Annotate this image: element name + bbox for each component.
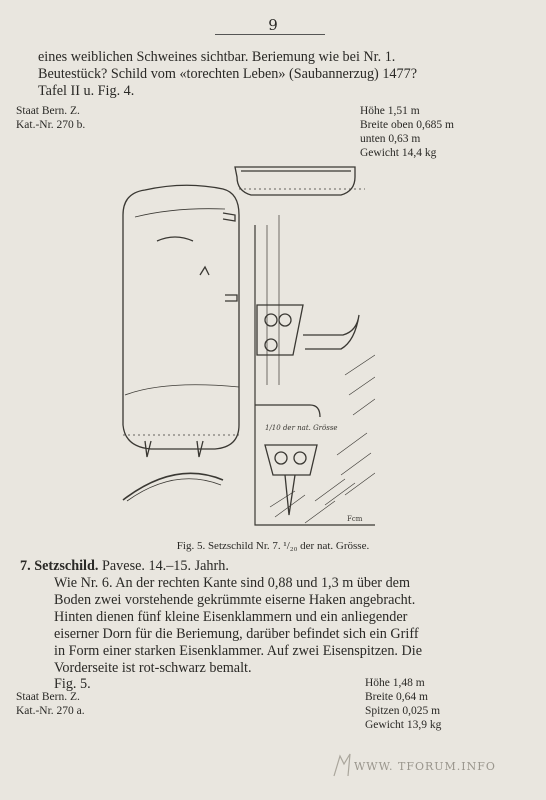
- text-line: Beutestück? Schild vom «torechten Leben» (Saubannerzug) 1477?: [38, 66, 418, 82]
- section-title: 7. Setzschild.: [20, 558, 99, 574]
- dimension-line: Breite oben 0,685 m: [360, 119, 454, 131]
- text-line: Tafel II u. Fig. 4.: [38, 83, 135, 99]
- scale-annotation: 1/10 der nat. Grösse: [265, 424, 338, 432]
- item1-location: [16, 104, 85, 132]
- dimension-line: Gewicht 13,9 kg: [365, 719, 442, 731]
- section-subtitle: Pavese. 14.–15. Jahrh.: [98, 558, 229, 574]
- page-number: 9: [268, 16, 278, 34]
- dimension-line: unten 0,63 m: [360, 133, 421, 145]
- item1-dimensions: [360, 104, 454, 160]
- dimension-line: Spitzen 0,025 m: [365, 705, 441, 717]
- hook-lower: [225, 295, 237, 301]
- artist-signature: Fcm: [347, 515, 363, 523]
- shield-outline: [123, 185, 239, 449]
- figure-reference: Fig. 5.: [54, 676, 91, 692]
- watermark: WWW. TFORUM.INFO: [354, 760, 496, 773]
- text-line: Boden zwei vorstehende gekrümmte eiserne Haken angebracht.: [54, 592, 416, 608]
- paragraph-intro: [38, 49, 468, 100]
- text-line: Vorderseite ist rot-schwarz bemalt.: [54, 660, 252, 676]
- dimension-line: Höhe 1,51 m: [360, 105, 420, 117]
- side-panel: [255, 225, 375, 525]
- figure-caption: Fig. 5. Setzschild Nr. 7. ¹/₂₀ der nat. Grösse.: [176, 540, 370, 552]
- dimension-line: Höhe 1,48 m: [365, 677, 425, 689]
- hook-upper: [223, 213, 235, 221]
- text-line: eines weiblichen Schweines sichtbar. Beriemung wie bei Nr. 1.: [38, 49, 396, 65]
- catalog-line: Kat.-Nr. 270 b.: [16, 119, 86, 131]
- shield-drawing: [105, 155, 375, 535]
- item2-location: [16, 690, 85, 718]
- section-heading: [20, 558, 520, 575]
- lower-bracket: [265, 445, 317, 475]
- profile-arc: [123, 473, 223, 500]
- text-line: Wie Nr. 6. An der rechten Kante sind 0,88 und 1,3 m über dem: [54, 575, 411, 591]
- location-line: Staat Bern. Z.: [16, 691, 80, 703]
- bracket-plate: [257, 305, 303, 355]
- text-line: in Form einer starken Eisenklammer. Auf zwei Eisenspitzen. Die: [54, 643, 422, 659]
- dimension-line: Gewicht 14,4 kg: [360, 147, 437, 159]
- paragraph-description: [54, 575, 514, 677]
- bracket-hook: [303, 315, 359, 349]
- text-line: eiserner Dorn für die Beriemung, darüber befindet sich ein Griff: [54, 626, 419, 642]
- text-line: Hinten dienen fünf kleine Eisenklammern und ein anliegender: [54, 609, 408, 625]
- catalog-line: Kat.-Nr. 270 a.: [16, 705, 85, 717]
- watermark-logo-icon: [330, 750, 354, 780]
- page-number-rule: [215, 34, 325, 35]
- location-line: Staat Bern. Z.: [16, 105, 80, 117]
- dimension-line: Breite 0,64 m: [365, 691, 428, 703]
- item2-dimensions: [365, 676, 441, 732]
- handle-mark: [157, 237, 193, 241]
